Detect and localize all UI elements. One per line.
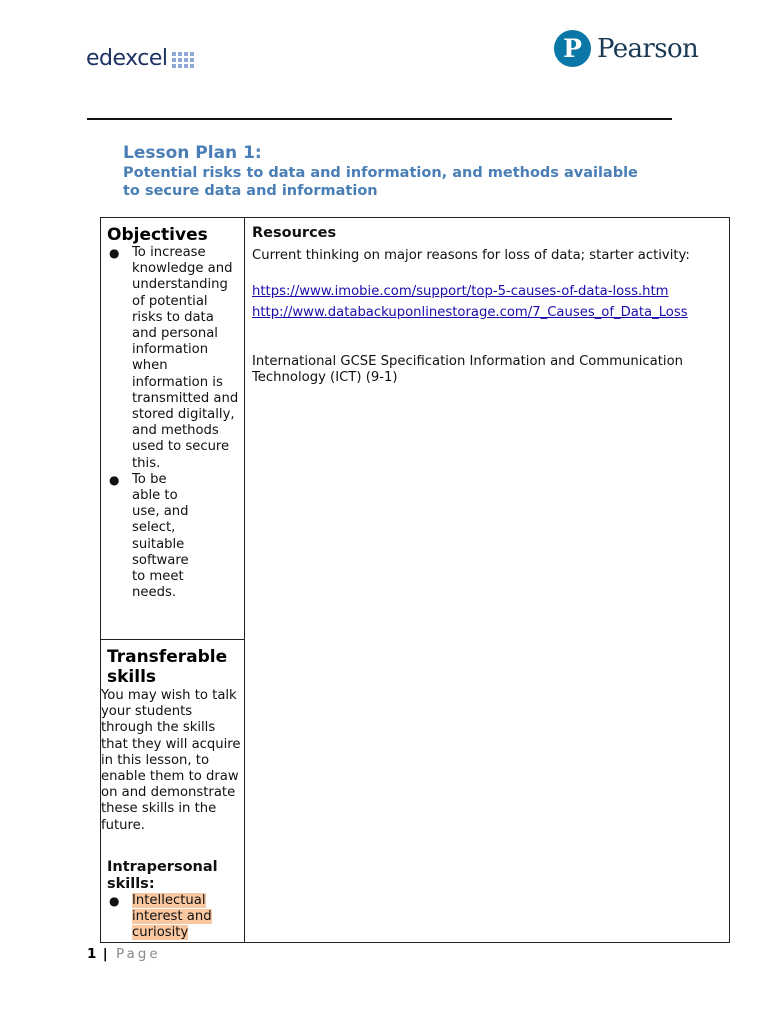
objective-item xyxy=(107,245,243,472)
pearson-p-icon xyxy=(554,30,591,67)
objective-text: To be able to use, and select, suitable software to meet needs. xyxy=(132,471,189,601)
resource-link-imobie[interactable]: https://www.imobie.com/support/top-5-causes-of-data-loss.htm xyxy=(252,284,669,299)
resource-link-databackup[interactable]: http://www.databackuponlinestorage.com/7_Causes_of_Data_Loss xyxy=(252,305,688,320)
specification-text: International GCSE Specification Information and Communication Technology (ICT) (9-1) xyxy=(252,354,684,386)
lesson-title: Lesson Plan 1: xyxy=(123,143,262,163)
page-separator: | xyxy=(102,946,108,962)
bullet-icon: ● xyxy=(109,246,120,260)
edexcel-logo xyxy=(86,46,194,71)
intrapersonal-skill-text: Intellectual interest and curiosity xyxy=(132,893,212,941)
objective-item xyxy=(107,472,243,602)
transferable-skills-heading: Transferable skills xyxy=(107,647,228,687)
edexcel-logo-text: edexcel xyxy=(86,46,168,71)
transferable-skills-text: You may wish to talk your students through the skills that they will acquire in this lesson, to enable them to draw on and demonstrate these skills in the future. xyxy=(101,688,241,833)
resources-intro: Current thinking on major reasons for loss of data; starter activity: xyxy=(252,248,690,263)
intrapersonal-skill-item xyxy=(107,893,237,942)
page-number: 1 xyxy=(87,946,97,962)
pearson-logo xyxy=(554,30,698,67)
page-footer xyxy=(87,946,161,962)
objectives-heading: Objectives xyxy=(107,225,208,245)
edexcel-dots-icon xyxy=(172,52,194,68)
intrapersonal-skills-list xyxy=(107,893,237,942)
intrapersonal-skills-heading: Intrapersonal skills: xyxy=(107,859,218,892)
page-label: Page xyxy=(115,946,161,962)
objective-text: To increase knowledge and understanding of potential risks to data and personal information when information is transmitted and stored digitally, and methods used to secure this. xyxy=(132,245,239,471)
cell-divider xyxy=(100,639,245,640)
bullet-icon: ● xyxy=(109,472,120,487)
resources-heading: Resources xyxy=(252,225,337,241)
bullet-icon: ● xyxy=(109,894,120,908)
pearson-logo-text: Pearson xyxy=(597,33,699,64)
objectives-list xyxy=(107,245,243,601)
pearson-logo-letter: P xyxy=(563,34,582,63)
header-divider xyxy=(87,118,672,120)
lesson-subtitle: Potential risks to data and information, and methods available to secure data and information xyxy=(123,165,638,199)
